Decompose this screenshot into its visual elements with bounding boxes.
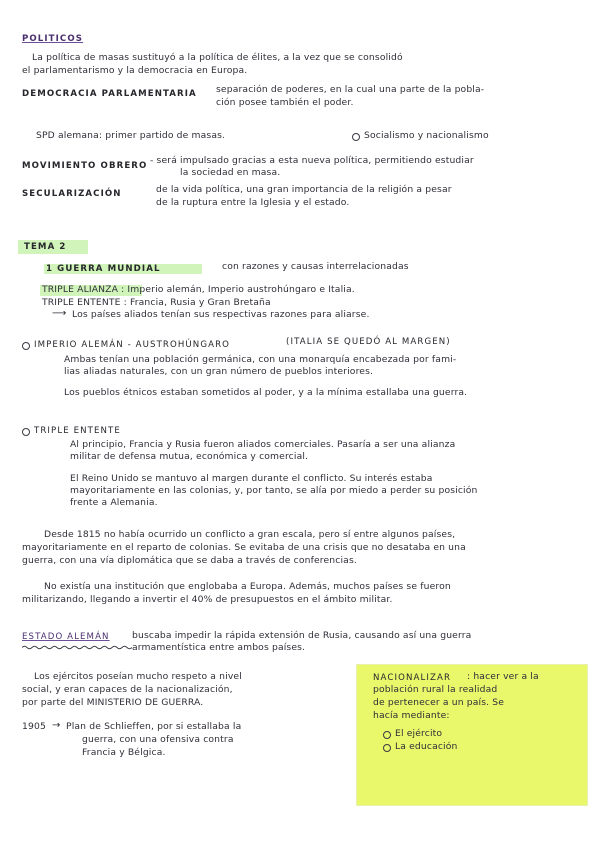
circle-bullet-icon xyxy=(383,744,391,752)
sticky-text-1: : hacer ver a la xyxy=(467,671,539,682)
entente-text-4: mayoritariamente en las colonias, y, por tanto, se alía por miedo a perder su posición xyxy=(70,485,478,496)
arrow-right-icon: → xyxy=(52,720,61,731)
desde-text-2: mayoritariamente en el reparto de colonias. Se evitaba de una crisis que no desataba en una xyxy=(22,542,466,553)
circle-bullet-icon xyxy=(22,342,30,350)
term-secularizacion: SECULARIZACIÓN xyxy=(22,189,122,199)
ejercitos-text-3: por parte del MINISTERIO DE GUERRA. xyxy=(22,697,204,708)
spd-text: SPD alemana: primer partido de masas. xyxy=(36,130,226,141)
entente-text-1: Al principio, Francia y Rusia fueron aliados comerciales. Pasaría a ser una alianza xyxy=(70,439,456,450)
imperio-heading: IMPERIO ALEMÁN - AUSTROHÚNGARO xyxy=(34,340,231,350)
secularizacion-text-2: de la ruptura entre la Iglesia y el estado. xyxy=(156,197,350,208)
imperio-note: (ITALIA SE QUEDÓ AL MARGEN) xyxy=(286,337,451,347)
ejercitos-text-2: social, y eran capaces de la nacionalización, xyxy=(22,684,233,695)
sticky-note xyxy=(357,665,587,805)
ejercitos-text-1: Los ejércitos poseían mucho respeto a nivel xyxy=(34,671,242,682)
circle-bullet-icon xyxy=(383,731,391,739)
imperio-text-2: lias aliadas naturales, con un gran número de pueblos interiores. xyxy=(64,366,374,377)
spd-side-text: Socialismo y nacionalismo xyxy=(364,130,489,141)
circle-bullet-icon xyxy=(352,133,360,141)
sticky-item-1: El ejército xyxy=(395,728,443,739)
guerra-heading: 1 GUERRA MUNDIAL xyxy=(46,264,161,274)
term-estado-aleman: ESTADO ALEMÁN xyxy=(22,632,110,642)
sticky-text-4: hacía mediante: xyxy=(373,710,450,721)
secularizacion-text-1: de la vida política, una gran importancia de la religión a pesar xyxy=(156,184,452,195)
noexistia-text-1: No existía una institución que englobaba a Europa. Además, muchos países se fueron xyxy=(44,581,451,592)
entente-text-2: militar de defensa mutua, económica y comercial. xyxy=(70,451,309,462)
entente-heading: TRIPLE ENTENTE xyxy=(34,426,121,436)
plan-text-1: Plan de Schlieffen, por si estallaba la xyxy=(66,721,242,732)
circle-bullet-icon xyxy=(22,428,30,436)
imperio-text-1: Ambas tenían una población germánica, con una monarquía encabezada por fami- xyxy=(64,354,457,365)
sticky-term: NACIONALIZAR xyxy=(373,673,452,683)
estado-text-1: buscaba impedir la rápida extensión de Rusia, causando así una guerra xyxy=(132,630,472,641)
sticky-text-3: de pertenecer a un país. Se xyxy=(373,697,505,708)
guerra-rest: con razones y causas interrelacionadas xyxy=(222,261,409,272)
plan-text-3: Francia y Bélgica. xyxy=(82,747,166,758)
section-title-tema2: TEMA 2 xyxy=(24,242,67,252)
entente-text-5: frente a Alemania. xyxy=(70,497,158,508)
movimiento-text-1: - será impulsado gracias a esta nueva política, permitiendo estudiar xyxy=(150,155,474,166)
plan-year: 1905 xyxy=(22,721,46,732)
sticky-text-2: población rural la realidad xyxy=(373,684,498,695)
triple-entente-text: TRIPLE ENTENTE : Francia, Rusia y Gran Bretaña xyxy=(42,297,271,308)
imperio-text-3: Los pueblos étnicos estaban sometidos al poder, y a la mínima estallaba una guerra. xyxy=(64,387,468,398)
estado-text-2: armamentística entre ambos países. xyxy=(132,642,306,653)
arrow-right-icon: ⟶ xyxy=(52,308,67,319)
democracia-text-2: ción posee también el poder. xyxy=(216,97,354,108)
wavy-underline xyxy=(22,645,132,650)
term-movimiento-obrero: MOVIMIENTO OBRERO xyxy=(22,161,148,171)
politicos-text-1: La política de masas sustituyó a la política de élites, a la vez que se consolidó xyxy=(32,52,403,63)
term-democracia: DEMOCRACIA PARLAMENTARIA xyxy=(22,89,197,99)
entente-text-3: El Reino Unido se mantuvo al margen durante el conflicto. Su interés estaba xyxy=(70,473,433,484)
section-title-politicos: POLITICOS xyxy=(22,34,84,44)
desde-text-3: guerra, con una vía diplomática que se daba a través de conferencias. xyxy=(22,555,357,566)
politicos-text-2: el parlamentarismo y la democracia en Europa. xyxy=(22,65,248,76)
paises-text: Los países aliados tenían sus respectivas razones para aliarse. xyxy=(72,309,370,320)
movimiento-text-2: la sociedad en masa. xyxy=(180,167,281,178)
noexistia-text-2: militarizando, llegando a invertir el 40% de presupuestos en el ámbito militar. xyxy=(22,594,393,605)
desde-text-1: Desde 1815 no había ocurrido un conflicto a gran escala, pero sí entre algunos países, xyxy=(44,529,456,540)
plan-text-2: guerra, con una ofensiva contra xyxy=(82,734,234,745)
sticky-item-2: La educación xyxy=(395,741,458,752)
triple-alianza-text: TRIPLE ALIANZA : Imperio alemán, Imperio austrohúngaro e Italia. xyxy=(42,284,355,295)
democracia-text-1: separación de poderes, en la cual una parte de la pobla- xyxy=(216,84,485,95)
